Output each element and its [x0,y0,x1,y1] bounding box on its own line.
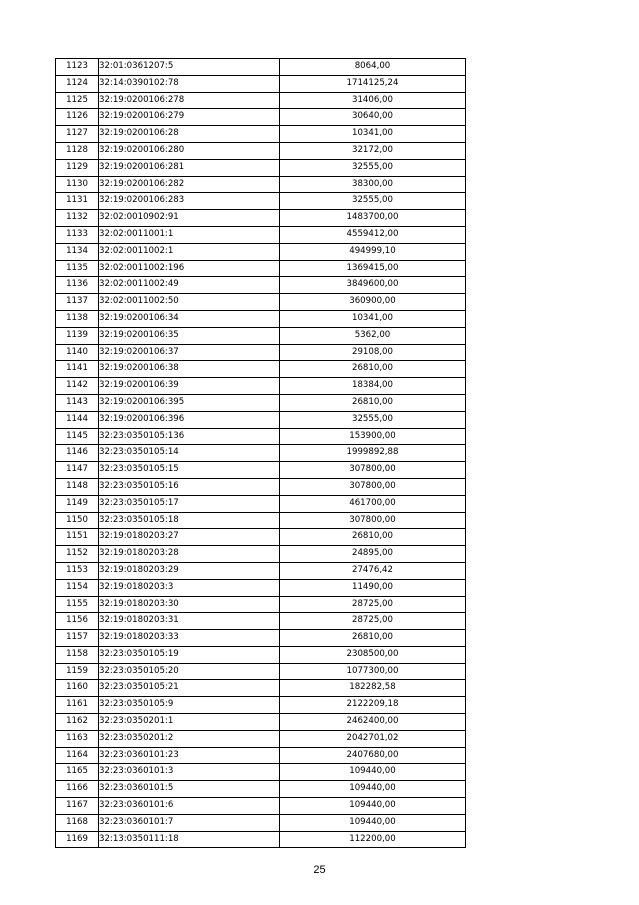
row-number: 1149 [56,495,99,512]
cadastral-value: 153900,00 [280,428,466,445]
cadastral-number: 32:23:0350105:19 [99,646,280,663]
table-row [56,411,466,428]
cadastral-number: 32:19:0200106:283 [99,193,280,210]
table-row [56,646,466,663]
cadastral-number: 32:14:0390102:78 [99,75,280,92]
cadastral-value: 5362,00 [280,327,466,344]
row-number: 1143 [56,394,99,411]
cadastral-value: 2407680,00 [280,747,466,764]
table-row [56,277,466,294]
table-row [56,126,466,143]
row-number: 1159 [56,663,99,680]
row-number: 1164 [56,747,99,764]
cadastral-number: 32:02:0011002:196 [99,260,280,277]
row-number: 1146 [56,445,99,462]
table-row [56,75,466,92]
table-row [56,764,466,781]
cadastral-number: 32:02:0011001:1 [99,226,280,243]
row-number: 1132 [56,210,99,227]
table-row [56,680,466,697]
cadastral-value: 2042701,02 [280,730,466,747]
cadastral-table [55,58,466,848]
cadastral-value: 26810,00 [280,630,466,647]
row-number: 1133 [56,226,99,243]
cadastral-number: 32:23:0360101:7 [99,814,280,831]
cadastral-value: 10341,00 [280,310,466,327]
cadastral-number: 32:23:0350105:9 [99,697,280,714]
row-number: 1165 [56,764,99,781]
cadastral-number: 32:01:0361207:5 [99,59,280,76]
cadastral-number: 32:23:0360101:23 [99,747,280,764]
cadastral-value: 3849600,00 [280,277,466,294]
row-number: 1141 [56,361,99,378]
cadastral-number: 32:19:0200106:395 [99,394,280,411]
cadastral-value: 8064,00 [280,59,466,76]
table-row [56,730,466,747]
cadastral-number: 32:19:0180203:28 [99,546,280,563]
table-row [56,445,466,462]
row-number: 1154 [56,579,99,596]
cadastral-number: 32:23:0350201:1 [99,714,280,731]
cadastral-number: 32:19:0180203:27 [99,529,280,546]
cadastral-value: 360900,00 [280,294,466,311]
cadastral-value: 32555,00 [280,411,466,428]
table-row [56,226,466,243]
row-number: 1137 [56,294,99,311]
cadastral-value: 1483700,00 [280,210,466,227]
cadastral-value: 109440,00 [280,814,466,831]
table-row [56,462,466,479]
cadastral-value: 29108,00 [280,344,466,361]
row-number: 1155 [56,596,99,613]
cadastral-number: 32:19:0200106:396 [99,411,280,428]
cadastral-value: 10341,00 [280,126,466,143]
table-row [56,361,466,378]
cadastral-value: 26810,00 [280,361,466,378]
cadastral-value: 1077300,00 [280,663,466,680]
cadastral-number: 32:23:0350105:17 [99,495,280,512]
cadastral-number: 32:19:0200106:281 [99,159,280,176]
table-row [56,243,466,260]
cadastral-number: 32:23:0350105:20 [99,663,280,680]
table-row [56,344,466,361]
cadastral-value: 11490,00 [280,579,466,596]
row-number: 1167 [56,798,99,815]
row-number: 1169 [56,831,99,848]
cadastral-number: 32:23:0350105:16 [99,478,280,495]
table-row [56,394,466,411]
cadastral-value: 112200,00 [280,831,466,848]
cadastral-value: 18384,00 [280,378,466,395]
row-number: 1166 [56,781,99,798]
cadastral-value: 2308500,00 [280,646,466,663]
table-row [56,512,466,529]
cadastral-number: 32:19:0180203:3 [99,579,280,596]
table-row [56,378,466,395]
row-number: 1140 [56,344,99,361]
cadastral-number: 32:19:0180203:31 [99,613,280,630]
table-row [56,159,466,176]
cadastral-value: 30640,00 [280,109,466,126]
cadastral-value: 494999,10 [280,243,466,260]
row-number: 1151 [56,529,99,546]
cadastral-value: 24895,00 [280,546,466,563]
table-row [56,478,466,495]
cadastral-number: 32:19:0200106:279 [99,109,280,126]
row-number: 1134 [56,243,99,260]
table-row [56,327,466,344]
table-row [56,663,466,680]
cadastral-value: 2122209,18 [280,697,466,714]
cadastral-number: 32:19:0200106:280 [99,142,280,159]
cadastral-value: 307800,00 [280,478,466,495]
table-row [56,428,466,445]
cadastral-number: 32:19:0180203:29 [99,562,280,579]
table-row [56,529,466,546]
table-row [56,596,466,613]
cadastral-number: 32:19:0200106:28 [99,126,280,143]
cadastral-table-body [56,59,466,848]
table-row [56,798,466,815]
cadastral-value: 28725,00 [280,613,466,630]
row-number: 1168 [56,814,99,831]
cadastral-number: 32:19:0180203:30 [99,596,280,613]
cadastral-number: 32:19:0200106:278 [99,92,280,109]
table-row [56,630,466,647]
cadastral-number: 32:23:0350105:136 [99,428,280,445]
cadastral-number: 32:02:0011002:1 [99,243,280,260]
cadastral-value: 32555,00 [280,159,466,176]
cadastral-value: 307800,00 [280,462,466,479]
table-row [56,781,466,798]
row-number: 1157 [56,630,99,647]
table-row [56,310,466,327]
row-number: 1139 [56,327,99,344]
cadastral-number: 32:19:0200106:34 [99,310,280,327]
table-row [56,142,466,159]
cadastral-value: 32172,00 [280,142,466,159]
table-row [56,109,466,126]
row-number: 1125 [56,92,99,109]
row-number: 1127 [56,126,99,143]
cadastral-value: 1999892,88 [280,445,466,462]
row-number: 1153 [56,562,99,579]
cadastral-value: 38300,00 [280,176,466,193]
cadastral-number: 32:23:0350201:2 [99,730,280,747]
row-number: 1162 [56,714,99,731]
cadastral-value: 27476,42 [280,562,466,579]
table-row [56,562,466,579]
cadastral-number: 32:19:0200106:282 [99,176,280,193]
cadastral-value: 26810,00 [280,529,466,546]
row-number: 1124 [56,75,99,92]
table-row [56,193,466,210]
cadastral-number: 32:23:0350105:15 [99,462,280,479]
row-number: 1148 [56,478,99,495]
table-row [56,59,466,76]
table-row [56,495,466,512]
row-number: 1150 [56,512,99,529]
cadastral-number: 32:19:0200106:39 [99,378,280,395]
cadastral-value: 32555,00 [280,193,466,210]
row-number: 1130 [56,176,99,193]
cadastral-value: 109440,00 [280,781,466,798]
cadastral-value: 31406,00 [280,92,466,109]
table-row [56,579,466,596]
cadastral-number: 32:02:0010902:91 [99,210,280,227]
table-row [56,546,466,563]
cadastral-value: 1369415,00 [280,260,466,277]
cadastral-number: 32:23:0360101:6 [99,798,280,815]
cadastral-number: 32:23:0350105:14 [99,445,280,462]
row-number: 1145 [56,428,99,445]
cadastral-value: 109440,00 [280,764,466,781]
cadastral-value: 182282,58 [280,680,466,697]
row-number: 1129 [56,159,99,176]
page-number: 25 [313,864,326,876]
cadastral-number: 32:19:0200106:35 [99,327,280,344]
cadastral-number: 32:23:0350105:18 [99,512,280,529]
cadastral-value: 2462400,00 [280,714,466,731]
row-number: 1128 [56,142,99,159]
cadastral-value: 109440,00 [280,798,466,815]
cadastral-value: 4559412,00 [280,226,466,243]
row-number: 1142 [56,378,99,395]
cadastral-number: 32:19:0200106:37 [99,344,280,361]
table-row [56,831,466,848]
table-row [56,697,466,714]
cadastral-number: 32:23:0360101:3 [99,764,280,781]
table-row [56,613,466,630]
row-number: 1161 [56,697,99,714]
cadastral-value: 461700,00 [280,495,466,512]
row-number: 1123 [56,59,99,76]
row-number: 1136 [56,277,99,294]
table-row [56,294,466,311]
row-number: 1138 [56,310,99,327]
cadastral-number: 32:19:0200106:38 [99,361,280,378]
cadastral-value: 26810,00 [280,394,466,411]
row-number: 1152 [56,546,99,563]
cadastral-number: 32:13:0350111:18 [99,831,280,848]
cadastral-value: 28725,00 [280,596,466,613]
row-number: 1147 [56,462,99,479]
cadastral-number: 32:02:0011002:50 [99,294,280,311]
cadastral-number: 32:23:0350105:21 [99,680,280,697]
cadastral-value: 1714125,24 [280,75,466,92]
row-number: 1144 [56,411,99,428]
table-row [56,176,466,193]
table-row [56,747,466,764]
row-number: 1126 [56,109,99,126]
table-row [56,92,466,109]
row-number: 1160 [56,680,99,697]
row-number: 1131 [56,193,99,210]
cadastral-number: 32:23:0360101:5 [99,781,280,798]
row-number: 1163 [56,730,99,747]
cadastral-value: 307800,00 [280,512,466,529]
row-number: 1158 [56,646,99,663]
row-number: 1135 [56,260,99,277]
table-row [56,814,466,831]
table-row [56,260,466,277]
table-row [56,714,466,731]
table-row [56,210,466,227]
row-number: 1156 [56,613,99,630]
cadastral-number: 32:19:0180203:33 [99,630,280,647]
cadastral-number: 32:02:0011002:49 [99,277,280,294]
